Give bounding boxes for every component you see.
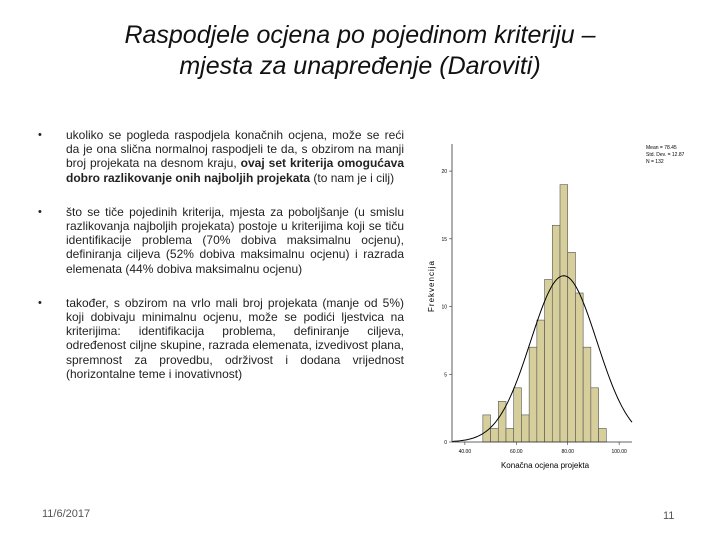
x-tick-label: 40.00 xyxy=(458,449,472,455)
bullet-item xyxy=(38,128,404,185)
histogram-bar xyxy=(514,388,522,442)
histogram-bar xyxy=(575,293,583,442)
y-tick-label: 20 xyxy=(441,169,447,176)
bullet-icon: • xyxy=(38,296,42,309)
bullet-text: što se tiče pojedinih kriterija, mjesta za poboljšanje (u smislu razlikovanja najboljih projekata) postoje u kriterijima koji se tiču identifikacije problema (70% dobiva maksimalnu ocjenu), definiranja ciljeva (52% dobiva maksimalnu ocjenu) i razrada elemenata (44% dobiva maksimalnu ocjenu) xyxy=(66,204,404,276)
stat-mean: Mean = 78.45 xyxy=(646,145,677,151)
bullet-icon: • xyxy=(38,205,42,218)
title-line-2: mjesta za unapređenje (Daroviti) xyxy=(179,52,541,80)
bullet-item xyxy=(38,205,404,276)
histogram-bar xyxy=(537,320,545,442)
histogram-bar xyxy=(529,347,537,442)
bullet-item xyxy=(38,296,404,381)
histogram-bar xyxy=(599,428,607,442)
histogram-svg xyxy=(424,126,684,476)
slide-number: 11 xyxy=(663,510,675,522)
bullet-list xyxy=(38,128,404,401)
histogram-bar xyxy=(560,185,568,442)
y-tick-label: 15 xyxy=(441,236,447,243)
histogram-bar xyxy=(591,388,599,442)
bullet-text-bold: ovaj set kriterija omogućava dobro razlikovanje onih najboljih projekata xyxy=(66,156,404,185)
histogram-bar xyxy=(506,428,514,442)
stat-std: Std. Dev. = 12.87 xyxy=(646,152,684,158)
histogram-bar xyxy=(583,347,591,442)
x-tick-label: 100.00 xyxy=(611,449,627,455)
histogram-bar xyxy=(521,415,529,442)
y-tick-label: 10 xyxy=(441,304,447,311)
slide-date: 11/6/2017 xyxy=(42,508,91,520)
y-tick-label: 0 xyxy=(444,440,447,446)
title-line-1: Raspodjele ocjena po pojedinom kriteriju – xyxy=(124,21,596,49)
x-tick-label: 60.00 xyxy=(510,449,523,455)
bullet-icon: • xyxy=(38,129,42,141)
x-axis-label: Konačna ocjena projekta xyxy=(500,461,590,470)
histogram-bar xyxy=(491,428,499,442)
y-axis-label: Frekvencija xyxy=(427,260,436,312)
stat-n: N = 132 xyxy=(646,159,664,165)
x-tick-label: 80.00 xyxy=(561,449,574,455)
y-tick-label: 5 xyxy=(444,372,447,379)
bullet-text-tail: (to nam je i cilj) xyxy=(310,170,395,185)
histogram-bar xyxy=(545,279,553,442)
bullet-text: ukoliko se pogleda raspodjela konačnih ocjena, može se reći da je ona slična normalnoj raspodjeli te da, s obzirom na manji broj projekata na desnom kraju, xyxy=(66,128,404,171)
slide-title xyxy=(40,20,680,82)
histogram-chart xyxy=(424,126,684,476)
bullet-text: također, s obzirom na vrlo mali broj projekata (manje od 5%) koji dobivaju minimalnu ocjenu, može se podići ljestvica na kriterijima: identifikacija problema, definiranje ciljeva, određenost ciljne skupine, razrada elemenata, izvedivost plana, spremnost za provedbu, održivost i dodana vrijednost (horizontalne teme i inovativnost) xyxy=(66,295,404,381)
histogram-bar xyxy=(552,225,560,442)
